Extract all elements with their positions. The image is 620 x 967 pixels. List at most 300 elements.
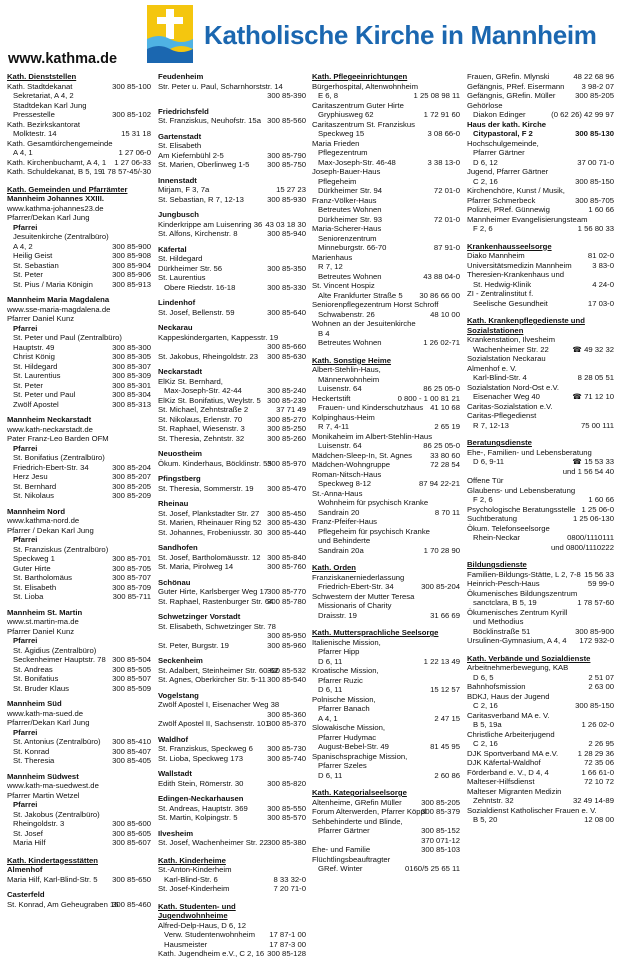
directory-entry xyxy=(7,674,151,684)
phone-number: 300 85-709 xyxy=(112,582,151,592)
phone-number: 15 56 33 xyxy=(584,569,614,579)
entry-label: Malteser Migranten Medizin xyxy=(467,786,562,796)
directory-entry xyxy=(7,535,151,545)
section-title: Bildungsdienste xyxy=(467,560,527,569)
entry-label: St. Josef xyxy=(13,828,43,838)
directory-entry xyxy=(158,273,306,283)
directory-entry xyxy=(158,459,306,469)
directory-entry xyxy=(312,365,460,375)
directory-entry-group xyxy=(158,298,306,317)
directory-entry xyxy=(7,148,151,158)
directory-entry-group xyxy=(7,82,151,177)
phone-number: 2 51 07 xyxy=(588,672,614,682)
entry-label: Heilig Geist xyxy=(13,251,53,260)
directory-entry xyxy=(7,213,151,223)
entry-label: Karl-Blind-Str. 4 xyxy=(473,373,527,382)
directory-entry xyxy=(7,526,151,536)
directory-entry xyxy=(158,744,306,754)
directory-entry xyxy=(158,884,306,894)
entry-label: Spanischsprachige Mission, xyxy=(312,751,408,761)
directory-entry-group xyxy=(158,367,306,443)
directory-entry xyxy=(467,383,614,393)
directory-entry-group xyxy=(158,72,306,101)
directory-entry xyxy=(7,251,151,261)
entry-label: Maria Hilf xyxy=(13,838,46,847)
entry-label: St. Bonifatius (Zentralbüro) xyxy=(13,453,105,462)
entry-label: Sandrain 20a xyxy=(318,545,364,555)
directory-entry xyxy=(467,215,614,225)
entry-label: ElKiz St. Bernhard, xyxy=(158,376,223,386)
entry-label: Seckenheimer Hauptstr. 78 xyxy=(13,655,106,664)
phone-number: 300 85-750 xyxy=(267,160,306,169)
directory-entry-group xyxy=(158,474,306,493)
directory-entry xyxy=(7,875,151,885)
entry-label: Pfarrer Gärtner xyxy=(318,826,370,835)
directory-entry xyxy=(312,527,460,537)
directory-entry xyxy=(467,495,614,505)
entry-label: D 6, 11 xyxy=(318,770,343,780)
directory-entry xyxy=(7,120,151,130)
directory-entry xyxy=(312,243,460,253)
directory-entry xyxy=(7,810,151,820)
entry-label: St. Peter xyxy=(13,380,43,390)
phone-number: 87 94 22-21 xyxy=(418,479,460,488)
entry-label: C 2, 16 xyxy=(473,176,498,186)
directory-section xyxy=(312,563,460,620)
phone-number: 300 85-760 xyxy=(267,562,306,571)
entry-label: www.kath-ma-sued.de xyxy=(7,708,84,718)
directory-entry xyxy=(7,158,151,168)
entry-group-title: Neuostheim xyxy=(158,449,202,458)
phone-number: 2 60 86 xyxy=(434,770,460,780)
directory-entry xyxy=(312,704,460,714)
phone-number: 300 85-540 xyxy=(267,675,306,684)
phone-number: 2 26 95 xyxy=(588,739,614,748)
directory-entry xyxy=(158,587,306,597)
directory-entry xyxy=(467,570,614,580)
entry-label: Pfarrei xyxy=(13,800,38,809)
directory-entry xyxy=(7,305,151,315)
directory-entry xyxy=(158,377,306,387)
phone-number: 1 28 29 36 xyxy=(577,748,614,758)
entry-label: St. Theresia, Zehntstr. 32 xyxy=(158,433,245,443)
entry-label: St. Bruder Klaus xyxy=(13,683,69,693)
website-link[interactable]: www.kathma.de xyxy=(8,51,118,67)
entry-label: Sozialstation Neckarau xyxy=(467,354,546,363)
directory-entry xyxy=(7,333,151,343)
directory-entry xyxy=(467,72,614,82)
directory-entry xyxy=(467,224,614,234)
entry-label: St. Bartholomäus xyxy=(13,573,72,582)
phone-number: 300 85-607 xyxy=(112,838,151,847)
entry-group-title: Rheinau xyxy=(158,499,189,508)
phone-number: 300 85-950 xyxy=(267,631,306,640)
phone-number: 4 24-0 xyxy=(592,279,614,289)
phone-number: 1 78 57-45/-30 xyxy=(100,167,151,176)
directory-entry xyxy=(467,711,614,721)
directory-entry xyxy=(7,627,151,637)
phone-number: 300 85-380 xyxy=(267,838,306,847)
entry-label: D 6, 11 xyxy=(318,685,343,694)
directory-entry xyxy=(7,718,151,728)
directory-entry xyxy=(312,205,460,215)
entry-label: sanctclara, B 5, 19 xyxy=(473,598,537,607)
entry-label: www.kathma-johannes23.de xyxy=(7,203,104,213)
entry-label: A 4, 1 xyxy=(13,148,33,157)
entry-group-title: Mannheim Neckarstadt xyxy=(7,415,92,424)
directory-entry xyxy=(7,91,151,101)
entry-label: Suchtberatung xyxy=(467,514,518,523)
directory-entry xyxy=(312,611,460,621)
phone-number: 48 10 00 xyxy=(430,309,460,319)
directory-entry xyxy=(7,390,151,400)
phone-number: 15 12 57 xyxy=(430,685,460,694)
entry-label: St. Josef, Bartholomäusstr. 12 xyxy=(158,552,261,562)
entry-label: Frauen- und Kinderschutzhaus xyxy=(318,403,424,412)
entry-label: Forum Alterwerden, Pfarrer Köppl xyxy=(312,807,427,816)
directory-entry xyxy=(312,91,460,101)
entry-label: Pfarrer/Dekan Karl Jung xyxy=(7,213,90,222)
directory-entry xyxy=(7,129,151,139)
directory-entry xyxy=(467,186,614,196)
phone-number: 300 85-705 xyxy=(575,195,614,205)
directory-entry xyxy=(312,733,460,743)
directory-entry xyxy=(158,779,306,789)
entry-label: St. Raphael, Rastenburger Str. 64 xyxy=(158,596,274,606)
entry-label: Friedrich-Ebert-Str. 34 xyxy=(13,462,89,472)
directory-entry xyxy=(467,158,614,168)
phone-number: und 1 56 54 40 xyxy=(562,466,614,476)
directory-entry xyxy=(158,675,306,685)
entry-group-title: Neckarstadt xyxy=(158,367,203,376)
directory-entry-group xyxy=(158,210,306,239)
entry-label: St. Sebastian, R 7, 12-13 xyxy=(158,194,244,204)
directory-entry xyxy=(312,817,460,827)
directory-entry xyxy=(467,627,614,637)
directory-entry xyxy=(467,139,614,149)
phone-number: 300 85-900 xyxy=(575,626,614,636)
directory-entry xyxy=(158,160,306,170)
directory-section xyxy=(312,628,460,780)
entry-label: Pfarrer Schmerbeck xyxy=(467,195,536,205)
entry-label: Rhein-Neckar xyxy=(473,533,520,542)
entry-label: St. Theresia, Sommerstr. 19 xyxy=(158,483,254,493)
directory-entry xyxy=(312,384,460,394)
directory-entry xyxy=(7,82,151,92)
phone-number: 31 66 69 xyxy=(430,610,460,620)
phone-number: 2 63 00 xyxy=(588,682,614,691)
directory-entry xyxy=(7,781,151,791)
directory-entry xyxy=(158,283,306,293)
entry-group-title: Lindenhof xyxy=(158,298,196,307)
directory-entry xyxy=(7,583,151,593)
entry-label: Monikaheim im Albert-Stehlin-Haus xyxy=(312,431,433,441)
directory-entry xyxy=(158,141,306,151)
entry-label: BDKJ, Haus der Jugend xyxy=(467,691,550,701)
phone-number: 43 88 04-0 xyxy=(423,271,460,281)
phone-number: 300 85-130 xyxy=(575,129,614,138)
entry-label: Hauptstr. 49 xyxy=(13,342,55,352)
directory-entry xyxy=(7,139,151,149)
entry-label: R 7, 12 xyxy=(318,262,343,271)
entry-label: Universitätsmedizin Mannheim xyxy=(467,260,572,270)
directory-entry-group xyxy=(7,865,151,884)
entry-label: Gefängnis, PRef. Eisermann xyxy=(467,81,565,91)
entry-group-title: Schwetzinger Vorstadt xyxy=(158,612,241,621)
entry-label: Gryphiusweg 62 xyxy=(318,110,374,119)
entry-label: St. Franziskus, Neuhofstr. 15a xyxy=(158,116,261,125)
phone-number: 72 01-0 xyxy=(433,214,460,224)
directory-entry xyxy=(467,177,614,187)
directory-entry xyxy=(312,845,460,855)
phone-number: 300 85-128 xyxy=(267,949,306,958)
entry-label: Italienische Mission, xyxy=(312,637,381,647)
directory-section xyxy=(158,856,306,894)
directory-entry-group xyxy=(158,691,306,729)
entry-label: Mannheimer Evangelisierungsteam xyxy=(467,214,588,224)
directory-entry xyxy=(312,129,460,139)
directory-section xyxy=(7,856,151,910)
directory-entry xyxy=(158,666,306,676)
directory-entry-group xyxy=(7,194,151,289)
phone-number: 0800/1110111 xyxy=(567,533,614,542)
directory-entry xyxy=(7,829,151,839)
directory-entry xyxy=(7,617,151,627)
directory-entry-group xyxy=(158,921,306,959)
phone-number: 1 25 06-130 xyxy=(572,514,614,523)
entry-label: Ökum. Kinderhaus, Böcklinstr. 55 xyxy=(158,458,272,468)
directory-column-1 xyxy=(7,72,151,917)
page-header xyxy=(0,0,620,70)
phone-number: 300 85-570 xyxy=(267,813,306,822)
directory-entry xyxy=(158,949,306,959)
directory-entry xyxy=(7,400,151,410)
directory-entry xyxy=(7,554,151,564)
phone-number: 300 85-460 xyxy=(112,899,151,909)
entry-group-title: Mannheim Süd xyxy=(7,699,62,708)
phone-number: 300 85-309 xyxy=(112,371,151,380)
directory-entry xyxy=(158,220,306,230)
directory-entry xyxy=(467,749,614,759)
entry-label: Böcklinstraße 51 xyxy=(473,626,531,636)
directory-entry xyxy=(467,402,614,412)
phone-number: 300 85-532 xyxy=(267,665,306,675)
phone-number: 300 85-102 xyxy=(112,110,151,119)
entry-label: St. Bernhard xyxy=(13,481,57,491)
directory-section xyxy=(312,72,460,348)
phone-number: 300 85-207 xyxy=(112,472,151,481)
entry-label: St. Sebastian xyxy=(13,260,59,270)
entry-group-title: Pfingstberg xyxy=(158,474,201,483)
entry-label: Kath. Stadtdekanat xyxy=(7,81,73,91)
directory-entry xyxy=(158,940,306,950)
entry-label: St. Raphael, Wiesenstr. 3 xyxy=(158,424,245,433)
directory-entry xyxy=(312,177,460,187)
entry-label: www.kath-ma-suedwest.de xyxy=(7,781,99,790)
phone-number: 8 33 32-0 xyxy=(273,874,306,884)
directory-entry xyxy=(467,617,614,627)
directory-entry-group xyxy=(312,638,460,781)
directory-entry-group xyxy=(158,499,306,537)
entry-label: St. Marien, Oberlinweg 1-5 xyxy=(158,160,250,169)
directory-entry xyxy=(467,476,614,486)
entry-label: Citypastoral, F 2 xyxy=(473,129,533,138)
entry-label: Seniorenzentrum xyxy=(318,233,377,243)
directory-entry xyxy=(467,815,614,825)
directory-entry xyxy=(312,110,460,120)
directory-entry-group xyxy=(7,415,151,501)
entry-label: Offene Tür xyxy=(467,476,504,485)
directory-entry xyxy=(7,101,151,111)
directory-entry xyxy=(7,838,151,848)
directory-entry xyxy=(467,514,614,524)
directory-entry xyxy=(7,900,151,910)
directory-entry-group xyxy=(7,772,151,848)
entry-label: E 6, 8 xyxy=(318,91,339,100)
entry-label: Karl-Blind-Str. 6 xyxy=(164,874,218,884)
phone-number: 33 80 60 xyxy=(430,450,460,460)
entry-label: Heckertstift xyxy=(312,393,351,403)
directory-entry-group xyxy=(158,865,306,894)
directory-entry xyxy=(467,758,614,768)
directory-entry xyxy=(312,864,460,874)
entry-label: Arbeitnehmerbewegung, KAB xyxy=(467,663,569,672)
phone-number: 300 85-960 xyxy=(267,640,306,650)
entry-label: Friedrich-Ebert-Str. 34 xyxy=(318,582,394,591)
phone-number: 1 60 66 xyxy=(588,205,614,214)
directory-entry xyxy=(7,491,151,501)
phone-number: 300 85-209 xyxy=(112,491,151,500)
phone-number: 48 22 68 96 xyxy=(573,72,614,81)
entry-label: ElKiz St. Bonifatius, Weylstr. 5 xyxy=(158,395,261,405)
directory-entry xyxy=(158,342,306,352)
directory-entry xyxy=(7,453,151,463)
section-title: Kath. Verbände und Sozialdienste xyxy=(467,653,591,663)
directory-entry-group xyxy=(312,573,460,621)
entry-label: C 2, 16 xyxy=(473,739,498,748)
entry-label: Sozialdienst Katholischer Frauen e. V. xyxy=(467,805,597,815)
phone-number: 300 85-900 xyxy=(112,241,151,251)
directory-entry xyxy=(7,381,151,391)
directory-entry xyxy=(7,352,151,362)
phone-number: 37 00 71-0 xyxy=(577,157,614,167)
phone-number: 72 35 06 xyxy=(584,758,614,767)
directory-entry-group xyxy=(467,663,614,825)
directory-entry xyxy=(7,592,151,602)
phone-number: 1 60 66 xyxy=(588,495,614,504)
directory-entry-group xyxy=(158,829,306,848)
entry-label: Speckweg 15 xyxy=(318,129,365,138)
directory-entry xyxy=(312,826,460,836)
directory-entry-group xyxy=(158,769,306,788)
directory-entry xyxy=(467,261,614,271)
phone-number: 300 85-260 xyxy=(267,433,306,443)
directory-entry xyxy=(312,310,460,320)
phone-number: 300 85-711 xyxy=(112,592,151,601)
directory-entry xyxy=(312,498,460,508)
directory-entry-group xyxy=(158,323,306,361)
entry-label: St. Peter, Burgstr. 19 xyxy=(158,640,229,650)
directory-entry xyxy=(467,579,614,589)
directory-entry-group xyxy=(158,612,306,650)
directory-entry xyxy=(467,589,614,599)
phone-number: 300 85-152 xyxy=(421,826,460,835)
phone-number: 3 83-0 xyxy=(592,260,614,270)
directory-entry xyxy=(312,836,460,846)
entry-label: St. Jakobus (Zentralbüro) xyxy=(13,809,100,819)
directory-entry xyxy=(158,333,306,343)
entry-group-title: Sandhofen xyxy=(158,543,198,552)
entry-label: Franz-Völker-Haus xyxy=(312,195,377,205)
phone-number: 81 02-0 xyxy=(587,251,614,260)
directory-entry xyxy=(158,509,306,519)
directory-entry xyxy=(312,291,460,301)
entry-group-title: Ilvesheim xyxy=(158,828,194,838)
phone-number: 300 85-930 xyxy=(267,194,306,204)
entry-label: St. Peter und Paul xyxy=(13,390,76,399)
entry-group-title: Innenstadt xyxy=(158,175,197,185)
directory-entry xyxy=(467,167,614,177)
phone-number: 300 85-790 xyxy=(267,150,306,160)
entry-label: Pfarrei xyxy=(13,727,38,737)
entry-label: St. Theresia xyxy=(13,756,55,765)
directory-entry xyxy=(312,798,460,808)
phone-number: 1 26 02-71 xyxy=(423,338,460,347)
directory-entry-group xyxy=(158,656,306,685)
directory-entry xyxy=(467,364,614,374)
directory-entry xyxy=(7,737,151,747)
entry-label: St.-Anna-Haus xyxy=(312,488,363,498)
entry-label: St. Marien, Rheinauer Ring 52 xyxy=(158,518,262,527)
entry-label: Speckweg 8-12 xyxy=(318,479,371,488)
directory-entry xyxy=(7,371,151,381)
directory-entry xyxy=(7,270,151,280)
phone-number: 300 85-100 xyxy=(112,81,151,91)
entry-label: Dürkheimer Str. 56 xyxy=(158,263,223,273)
entry-label: Ökumenisches Zentrum Kyrill xyxy=(467,607,568,617)
directory-entry xyxy=(467,335,614,345)
directory-entry xyxy=(312,657,460,667)
entry-label: www.st.martin-ma.de xyxy=(7,617,79,626)
directory-entry xyxy=(312,647,460,657)
directory-entry xyxy=(467,345,614,355)
directory-entry xyxy=(158,622,306,632)
phone-number: 59 99-0 xyxy=(587,579,614,588)
entry-label: und Behinderte xyxy=(318,536,371,545)
entry-group-title: Almenhof xyxy=(7,865,43,874)
phone-number: 300 85-304 xyxy=(112,390,151,399)
entry-group-title: Käfertal xyxy=(158,244,187,254)
directory-entry xyxy=(467,787,614,797)
section-title: Kath. Kinderheime xyxy=(158,855,226,865)
phone-number: 0160/5 25 65 11 xyxy=(404,864,460,873)
section-title: Kath. Kategorialseelsorge xyxy=(312,788,407,797)
directory-entry xyxy=(467,663,614,673)
directory-entry xyxy=(7,232,151,242)
phone-number: (0 62 26) 42 99 97 xyxy=(551,110,614,119)
phone-number: 300 85-650 xyxy=(112,874,151,884)
directory-entry xyxy=(7,655,151,665)
directory-entry xyxy=(158,229,306,239)
directory-column-4 xyxy=(467,72,614,833)
entry-label: Hausmeister xyxy=(164,939,208,949)
section-title: Kath. Orden xyxy=(312,563,356,572)
phone-number: 87 91-0 xyxy=(433,243,460,252)
section-title: Kath. Muttersprachliche Seelsorge xyxy=(312,628,439,637)
directory-entry xyxy=(467,636,614,646)
entry-label: Schwestern der Mutter Teresa xyxy=(312,591,415,601)
entry-label: St. Elisabeth xyxy=(158,141,202,150)
